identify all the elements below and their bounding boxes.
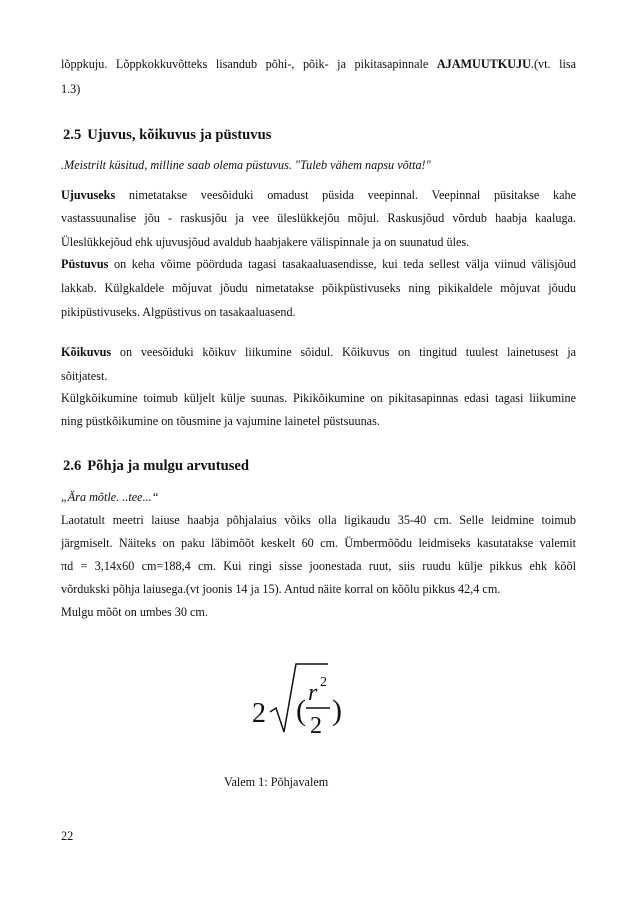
intro-bold-term: AJAMUUTKUJU xyxy=(436,57,531,71)
paragraph-text: on veesõiduki kõikuv liikumine sõidul. Kõikuvus on tingitud tuulest lainetusest ja xyxy=(111,345,576,359)
formula-bottom-width xyxy=(250,660,370,740)
formula-coefficient: 2 xyxy=(252,698,266,729)
defined-term: Ujuvuseks xyxy=(61,188,116,202)
paragraph-line: võrdukski põhja laiusega.(vt joonis 14 ja 15). Antud näite korral on kõõlu pikkus 42,4 cm. xyxy=(61,582,501,596)
section-title: Põhja ja mulgu arvutused xyxy=(87,458,250,474)
formula-open-paren: ( xyxy=(296,694,306,727)
paragraph-line: sõitjatest. xyxy=(61,369,108,383)
paragraph-line: Mulgu mõõt on umbes 30 cm. xyxy=(61,605,208,619)
paragraph-text: on keha võime pöörduda tagasi tasakaaluasendisse, kui teda sellest välja viinud välisjõud xyxy=(108,257,576,271)
paragraph-line: pikipüstivuseks. Algpüstivus on tasakaaluasend. xyxy=(61,305,296,319)
paragraph-line: lakkab. Külgkaldele mõjuvat jõudu nimetatakse põikpüstivuseks ning pikikaldele mõjuvat jõudu xyxy=(61,281,576,295)
section-heading-2-5 xyxy=(63,126,271,144)
section-number: 2.5 xyxy=(63,127,82,143)
formula-close-paren: ) xyxy=(332,694,342,727)
section-number: 2.6 xyxy=(63,458,82,474)
paragraph-text: nimetatakse veesõiduki omadust püsida veepinnal. Veepinnal püsitakse kahe xyxy=(115,188,576,202)
paragraph-line: järgmiselt. Näiteks on paku läbimõõt keskelt 60 cm. Ümbermõõdu leidmiseks kasutatakse valemit xyxy=(61,536,576,550)
intro-text-end: .(vt. lisa xyxy=(530,57,576,71)
section-quote: .Meistrilt küsitud, milline saab olema püstuvus. "Tuleb vähem napsu võtta!" xyxy=(61,158,431,172)
paragraph-line: Laotatult meetri laiuse haabja põhjalaius võiks olla ligikaudu 35-40 cm. Selle leidmine toimub xyxy=(61,513,576,527)
formula-caption: Valem 1: Põhjavalem xyxy=(224,775,329,789)
section-title: Ujuvus, kõikuvus ja püstuvus xyxy=(87,127,272,143)
paragraph-line: vastassuunalise jõu - raskusjõu ja vee üleslükkejõu mõjul. Raskusjõud võrdub haabja kaaluga. xyxy=(61,211,576,225)
paragraph-line: Üleslükkejõud ehk ujuvusjõud avaldub haabjakere välispinnale ja on suunatud üles. xyxy=(61,235,470,249)
formula-denominator: 2 xyxy=(310,713,322,739)
defined-term: Kõikuvus xyxy=(61,345,112,359)
section-quote: „Ära mõtle. ..tee...“ xyxy=(61,490,159,504)
intro-text: lõppkuju. Lõppkokkuvõtteks lisandub põhi-, põik- ja pikitasapinnale xyxy=(61,57,437,71)
paragraph-line xyxy=(61,257,576,271)
paragraph-line xyxy=(61,188,576,202)
formula-exponent: 2 xyxy=(320,675,327,690)
intro-line-1 xyxy=(61,57,576,71)
intro-line-2: 1.3) xyxy=(61,82,81,96)
paragraph-line: Külgkõikumine toimub küljelt külje suunas. Pikikõikumine on pikitasapinnas edasi tagasi liikumine xyxy=(61,391,576,405)
defined-term: Püstuvus xyxy=(61,257,109,271)
page-number: 22 xyxy=(61,829,74,843)
paragraph-line: πd = 3,14x60 cm=188,4 cm. Kui ringi sisse joonestada ruut, siis ruudu külje pikkus ehk kõõl xyxy=(61,559,576,573)
paragraph-line xyxy=(61,345,576,359)
paragraph-line: ning püstkõikumine on tõusmine ja vajumine lainetel püstsuunas. xyxy=(61,414,380,428)
formula-numerator: r xyxy=(308,680,318,706)
section-heading-2-6 xyxy=(63,457,249,475)
